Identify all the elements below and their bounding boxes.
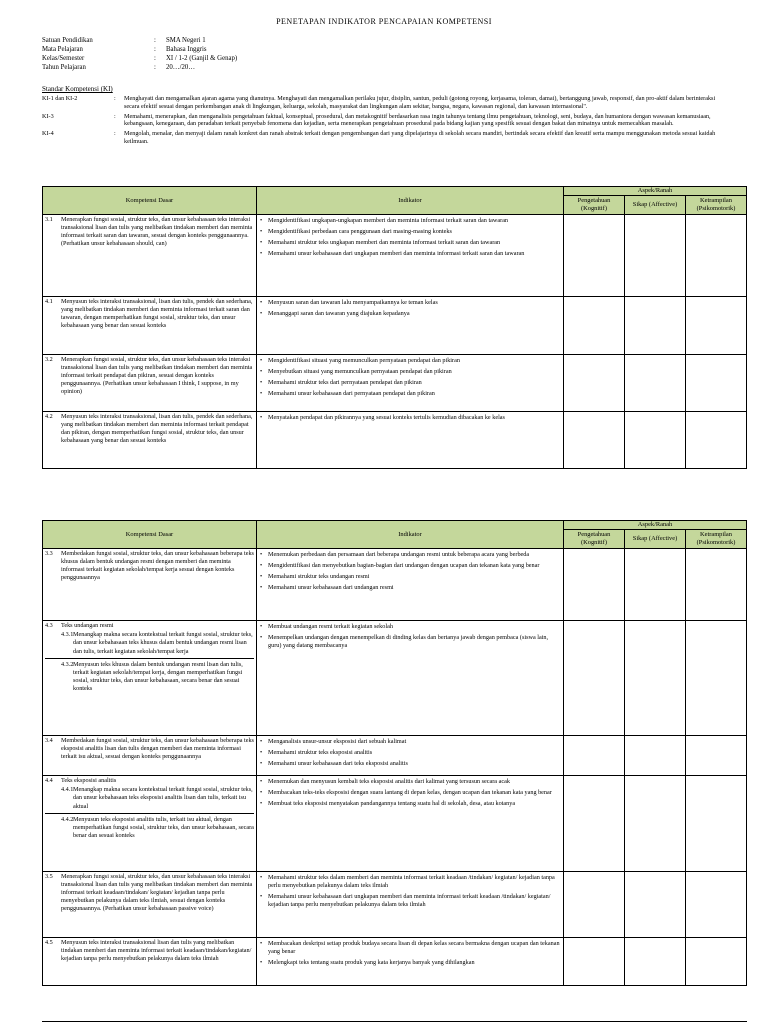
- header-sikap: Sikap (Affective): [625, 530, 686, 549]
- indicator-list: [257, 412, 563, 427]
- kd-text: Teks eksposisi analitis: [61, 777, 117, 785]
- list-item: • Mengidentifikasi ungkapan-ungkapan memberi dan meminta informasi terkait saran dan tawaran: [260, 217, 509, 225]
- indicator-list: [257, 215, 563, 263]
- standar-kompetensi: [42, 85, 732, 148]
- aspek-cell: [686, 776, 747, 872]
- aspek-cell: [686, 736, 747, 776]
- aspek-cell: [564, 297, 625, 355]
- header-ketrampilan: Ketrampilan (Psikomotorik): [686, 530, 747, 549]
- aspek-cell: [564, 776, 625, 872]
- indicator-list: [257, 355, 563, 403]
- header-aspek: Aspek/Ranah: [564, 187, 747, 196]
- list-item: • Memahami struktur teks eksposisi analitis: [260, 749, 373, 757]
- list-item: • Menempelkan undangan dengan menempelkan di dinding kelas dan bertanya jawab dengan pembaca (siswa lain, guru) yang datang membacanya: [260, 634, 549, 650]
- table-row: [43, 776, 747, 872]
- list-item: • Menyatakan pendapat dan pikirannya yang sesuai konteks tertulis kemudian dibacakan ke kelas: [260, 414, 505, 422]
- kd-number: 4.3: [45, 622, 53, 630]
- kd-text: Menyusun teks interaksi transaksional, lisan dan tulis, pendek dan sederhana, yang melibatkan tindakan memberi dan meminta informasi terkait saran dan tawaran, dengan memperhatikan fungsi sosial, struktur teks, dan unsur kebahasaan yang benar dan sesuai konteks: [61, 298, 253, 330]
- meta-block: [42, 37, 442, 73]
- list-item: • Membacakan teks-teks eksposisi dengan suara lantang di depan kelas, dengan ucapan dan tekanan kata yang benar: [260, 789, 552, 797]
- header-kompetensi-dasar: Kompetensi Dasar: [43, 521, 257, 549]
- aspek-cell: [625, 215, 686, 297]
- aspek-cell: [564, 215, 625, 297]
- meta-row-tahun: Tahun Pelajaran : 20…/20…: [42, 64, 196, 71]
- header-indikator: Indikator: [257, 187, 564, 215]
- list-item: • Mengidentifikasi perbedaan cara penggunaan dari masing-masing konteks: [260, 228, 452, 236]
- kd-number: 3.3: [45, 550, 53, 558]
- page-divider: [42, 1021, 747, 1022]
- header-kompetensi-dasar: Kompetensi Dasar: [43, 187, 257, 215]
- list-item: • Melengkapi teks tentang suatu produk yang kata kerjanya banyak yang dihilangkan: [260, 959, 475, 967]
- kd-number: 4.2: [45, 413, 53, 421]
- aspek-cell: [686, 215, 747, 297]
- aspek-cell: [564, 736, 625, 776]
- list-item: • Menanggapi saran dan tawaran yang diajukan kepadanya: [260, 310, 410, 318]
- header-ketrampilan: Ketrampilan (Psikomotorik): [686, 196, 747, 215]
- aspek-cell: [625, 736, 686, 776]
- list-item: • Memahami struktur teks dari pernyataan pendapat dan pikiran: [260, 379, 422, 387]
- sub-kd-text: Menangkap makna secara kontekstual terkait fungsi sosial, struktur teks, dan unsur kebahasaan teks eksposisi analitis lisan dan tulis, terkait isu aktual: [73, 786, 253, 810]
- header-pengetahuan: Pengetahuan (Kognitif): [564, 196, 625, 215]
- kd-number: 3.2: [45, 356, 53, 364]
- meta-row-mapel: Mata Pelajaran : Bahasa Inggris: [42, 46, 207, 53]
- kd-text: Menerapkan fungsi sosial, struktur teks, dan unsur kebahasaan teks interaksi transaksional lisan dan tulis yang melibatkan tindakan memberi dan meminta informasi terkait saran dan tawaran, sesuai dengan konteks penggunaannya. (Perhatikan unsur kebahasaan should, can): [61, 216, 253, 248]
- aspek-cell: [686, 297, 747, 355]
- indicator-list: [257, 621, 563, 655]
- header-pengetahuan: Pengetahuan (Kognitif): [564, 530, 625, 549]
- aspek-cell: [686, 621, 747, 736]
- aspek-cell: [625, 412, 686, 469]
- list-item: • Menemukan dan menyusun kembali teks eksposisi analitis dari kalimat yang tersusun secara acak: [260, 778, 510, 786]
- indicator-list: [257, 872, 563, 914]
- aspek-cell: [564, 938, 625, 986]
- sub-kd-number: 4.3.2: [61, 660, 74, 668]
- list-item: • Membacakan deskripsi setiap produk budaya secara lisan di depan kelas secara bermakna dengan ucapan dan tekanan yang benar: [260, 940, 560, 956]
- header-indikator: Indikator: [257, 521, 564, 549]
- aspek-cell: [625, 776, 686, 872]
- kd-text: Membedakan fungsi sosial, struktur teks, dan unsur kebahasaan beberapa teks khusus dalam bentuk undangan resmi dengan memberi dan meminta informasi terkait kegiatan sekolah/tempat kerja sesuai dengan konteks penggunaannya: [61, 550, 254, 582]
- indicator-list: [257, 776, 563, 813]
- aspek-cell: [564, 872, 625, 938]
- list-item: • Menyebutkan situasi yang memunculkan pernyataan pendapat dan pikiran: [260, 368, 452, 376]
- list-item: • Mengidentifikasi situasi yang memunculkan pernyataan pendapat dan pikiran: [260, 357, 460, 365]
- aspek-cell: [625, 872, 686, 938]
- aspek-cell: [686, 938, 747, 986]
- list-item: • Memahami unsur kebahasaan dari teks eksposisi analitis: [260, 760, 408, 768]
- table-row: [43, 297, 747, 355]
- list-item: • Memahami unsur kebahasaan dari undangan resmi: [260, 584, 394, 592]
- meta-row-satuan: Satuan Pendidikan : SMA Negeri 1: [42, 37, 206, 44]
- kd-text: Menerapkan fungsi sosial, struktur teks, dan unsur kebahasaan teks interaksi transaksional lisan dan tulis yang melibatkan tindakan memberi dan meminta informasi terkait pendapat dan pikiran, sesuai dengan konteks penggunaannya. (Perhatikan unsur kebahasaan I think, I suppose, in my opinion): [61, 356, 253, 396]
- list-item: • Memahami struktur teks dalam memberi dan meminta informasi terkait keadaan /tindakan/ kegiatan/ kejadian tanpa perlu menyebutkan pelakunya dalam teks ilmiah: [260, 874, 555, 890]
- meta-row-kelas: Kelas/Semester : XI / 1-2 (Ganjil & Genap): [42, 55, 238, 62]
- aspek-cell: [625, 355, 686, 412]
- indicator-list: [257, 736, 563, 773]
- indicator-list: [257, 549, 563, 597]
- table-row: [43, 736, 747, 776]
- aspek-cell: [686, 549, 747, 621]
- aspek-cell: [564, 355, 625, 412]
- kd-text: Menyusun teks interaksi transaksional, lisan dan tulis, pendek dan sederhana, yang melibatkan tindakan memberi dan meminta informasi terkait pendapat dan pikiran, dengan memperhatikan fungsi sosial, struktur teks, dan unsur kebahasaan yang benar dan sesuai konteks: [61, 413, 253, 445]
- list-item: • Menyusun saran dan tawaran lalu menyampaikannya ke teman kelas: [260, 299, 438, 307]
- indicator-list: [257, 938, 563, 972]
- table-row: [43, 621, 747, 736]
- sub-kd-number: 4.3.1: [61, 631, 74, 639]
- table-row: [43, 355, 747, 412]
- aspek-cell: [564, 621, 625, 736]
- kd-text: Teks undangan resmi: [61, 622, 114, 630]
- sub-kd-number: 4.4.2: [61, 815, 74, 823]
- sub-kd-text: Menyusun teks khusus dalam bentuk undangan resmi lisan dan tulis, terkait kegiatan sekolah/tempat kerja, dengan memperhatikan fungsi sosial, struktur teks, dan unsur kebahasaan, secara benar dan sesuai konteks: [73, 660, 243, 692]
- sub-kd-number: 4.4.1: [61, 786, 74, 794]
- ki-row-1-2: KI-1 dan KI-2 : Menghayati dan mengamalkan ajaran agama yang dianutnya. Menghayati dan mengamalkan perilaku jujur, disiplin, santun, peduli (gotong royong, kerjasama, toleran, damai), bertanggung jawab, responsif, dan pro-aktif dalam berinteraksi secara efektif sesuai dengan perkembangan anak di lingkungan, keluarga, sekolah, masyarakat dan lingkungan alam sekitar, bangsa, negara, kawasan regional, dan kawasan internasional".: [42, 95, 716, 110]
- table-row: [43, 938, 747, 986]
- table-row: [43, 412, 747, 469]
- kd-number: 3.4: [45, 737, 53, 745]
- aspek-cell: [625, 621, 686, 736]
- aspek-cell: [686, 412, 747, 469]
- table-row: [43, 872, 747, 938]
- list-item: • Memahami unsur kebahasaan dari pernyataan pendapat dan pikiran: [260, 390, 435, 398]
- header-aspek: Aspek/Ranah: [564, 521, 747, 530]
- aspek-cell: [625, 297, 686, 355]
- list-item: • Menganalisis unsur-unsur eksposisi dari sebuah kalimat: [260, 738, 407, 746]
- sub-kd-text: Menyusun teks eksposisi analitis tulis, terkait isu aktual, dengan memperhatikan fungsi sosial, struktur teks, dan unsur kebahasaan, secara benar dan sesuai konteks: [73, 815, 254, 839]
- list-item: • Menemukan perbedaan dan persamaan dari beberapa undangan resmi untuk beberapa acara yang berbeda: [260, 551, 530, 559]
- header-sikap: Sikap (Affective): [625, 196, 686, 215]
- sub-kd-text: Menangkap makna secara kontekstual terkait fungsi sosial, struktur teks, dan unsur kebahasaan teks khusus dalam bentuk undangan resmi lisan dan tulis, terkait kegiatan sekolah/tempat kerja: [73, 631, 253, 655]
- kd-number: 4.1: [45, 298, 53, 306]
- aspek-cell: [686, 872, 747, 938]
- sk-heading: Standar Kompetensi (KI): [42, 85, 113, 93]
- kd-number: 3.5: [45, 873, 53, 881]
- kd-number: 4.5: [45, 939, 53, 947]
- list-item: • Mengidentifikasi dan menyebutkan bagian-bagian dari undangan dengan ucapan dan tekanan kata yang benar: [260, 562, 540, 570]
- table-row: [43, 549, 747, 621]
- kd-text: Membedakan fungsi sosial, struktur teks, dan unsur kebahasaan beberapa teks eksposisi analitis lisan dan tulis dengan memberi dan meminta informasi terkait isu aktual, sesuai dengan konteks penggunaannya: [61, 737, 254, 761]
- aspek-cell: [686, 355, 747, 412]
- indikator-table-2: [42, 520, 747, 986]
- list-item: • Membuat teks eksposisi menyatakan pandangannya tentang suatu hal di sekolah, desa, atau kotanya: [260, 800, 516, 808]
- list-item: • Memahami unsur kebahasaan dari ungkapan memberi dan meminta informasi terkait keadaan /tindakan/ kegiatan/ kejadian tanpa perlu menyebutkan pelakunya dalam teks ilmiah: [260, 893, 551, 909]
- list-item: • Memahami unsur kebahasaan dari ungkapan memberi dan meminta informasi terkait saran dan tawaran: [260, 250, 525, 258]
- aspek-cell: [564, 412, 625, 469]
- aspek-cell: [625, 549, 686, 621]
- list-item: • Memahami struktur teks undangan resmi: [260, 573, 370, 581]
- kd-text: Menerapkan fungsi sosial, struktur teks, dan unsur kebahasaan teks interaksi transaksional lisan dan tulis yang melibatkan tindakan memberi dan meminta informasi terkait keadaan/tindakan/ kegiatan/ kejadian tanpa perlu menyebutkan pelakunya dalam teks ilmiah, sesuai dengan konteks penggunaannya. (Perhatikan unsur kebahasaan passive voice): [61, 873, 253, 913]
- kd-text: Menyusun teks interaksi transaksional lisan dan tulis yang melibatkan tindakan memberi dan meminta informasi terkait keadaan/tindakan/kegiatan/ kejadian tanpa perlu menyebutkan pelakunya dalam teks ilmiah: [61, 939, 252, 963]
- kd-number: 3.1: [45, 216, 53, 224]
- document-title: PENETAPAN INDIKATOR PENCAPAIAN KOMPETENSI: [276, 17, 492, 26]
- ki-row-3: KI-3 : Memahami, menerapkan, dan menganalisis pengetahuan faktual, konseptual, prosedural, dan metakognitif berdasarkan rasa ingin tahunya tentang ilmu pengetahuan, teknologi, seni, budaya, dan humaniora dengan wawasan kemanusiaan, kebangsaan, kenegaraan, dan peradaban terkait penyebab fenomena dan kejadian, serta menerapkan pengetahuan prosedural pada bidang kajian yang spesifik sesuai dengan bakat dan minatnya untuk memecahkan masalah.: [42, 112, 711, 128]
- kd-number: 4.4: [45, 777, 53, 785]
- ki-row-4: KI-4 : Mengolah, menalar, dan menyaji dalam ranah konkret dan ranah abstrak terkait dengan pengembangan dari yang dipelajarinya di sekolah secara mandiri, bertindak secara efektif dan kreatif serta mampu menggunakan metoda sesuai kaidah keilmuan.: [42, 130, 716, 145]
- list-item: • Membuat undangan resmi terkait kegiatan sekolah: [260, 623, 393, 631]
- aspek-cell: [564, 549, 625, 621]
- indikator-table-1: [42, 186, 747, 469]
- table-row: [43, 215, 747, 297]
- indicator-list: [257, 297, 563, 323]
- list-item: • Memahami struktur teks ungkapan memberi dan meminta informasi terkait saran dan tawaran: [260, 239, 501, 247]
- aspek-cell: [625, 938, 686, 986]
